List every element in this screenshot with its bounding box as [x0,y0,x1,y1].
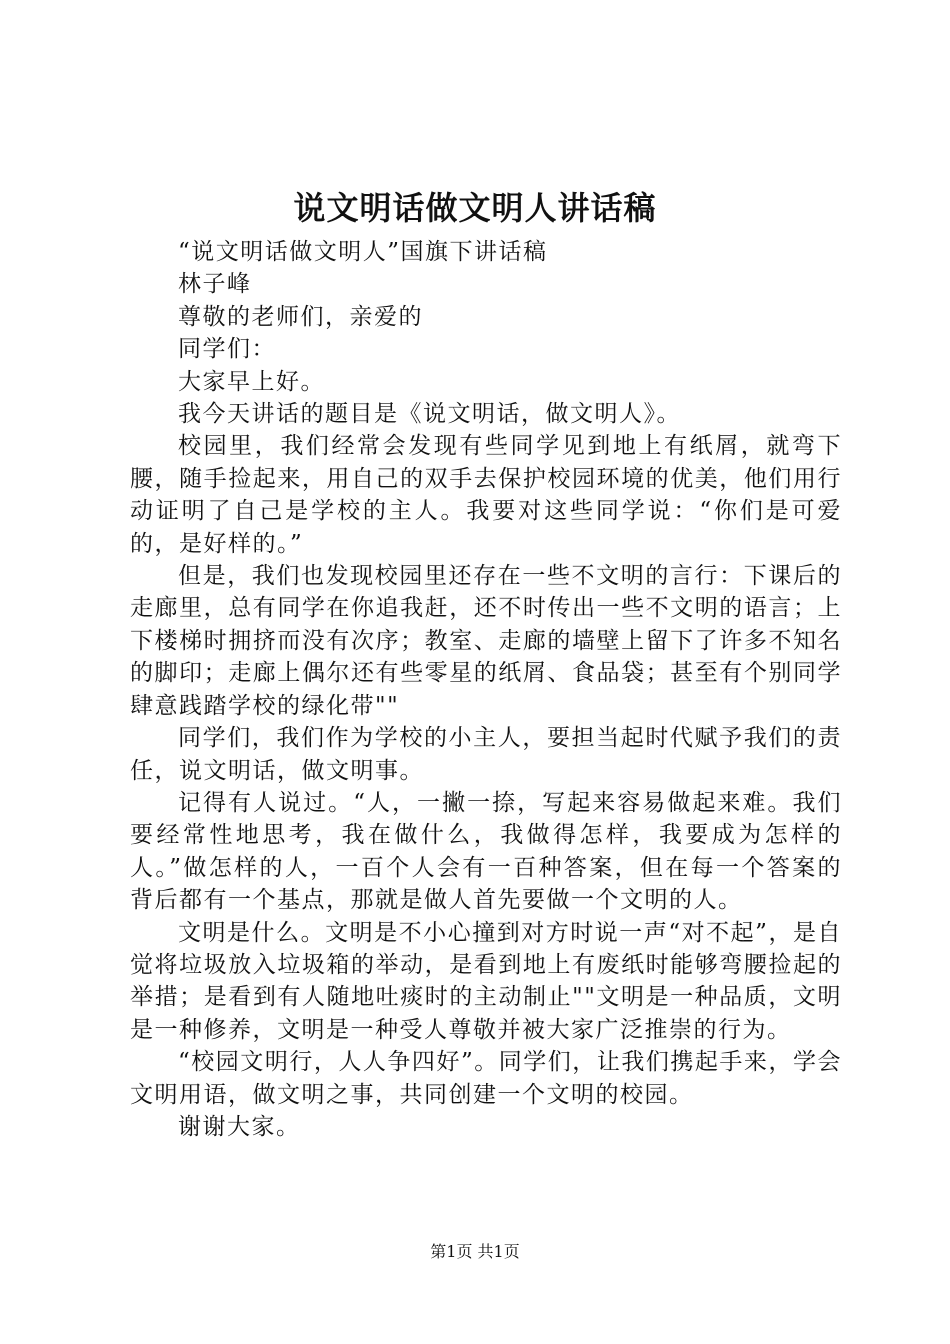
author-paragraph: 林子峰 [178,271,252,298]
body-paragraph: 文明是什么。文明是不小心撞到对方时说一声“对不起”，是自觉将垃圾放入垃圾箱的举动，是看到地上有废纸时能够弯腰捡起的举措；是看到有人随地吐痰时的主动制止""文明是一种品质，文明是一种修养，文明是一种受人尊敬并被大家广泛推崇的行为。 [130,919,842,1043]
greeting-paragraph: 尊敬的老师们，亲爱的 [178,303,423,330]
greeting-paragraph: 大家早上好。 [178,368,325,395]
body-paragraph: 但是，我们也发现校园里还存在一些不文明的言行：下课后的走廊里，总有同学在你追我赶，还不时传出一些不文明的语言；上下楼梯时拥挤而没有次序；教室、走廊的墙壁上留下了许多不知名的脚印；走廊上偶尔还有些零星的纸屑、食品袋；甚至有个别同学肆意践踏学校的绿化带"" [130,563,842,719]
document-title: 说文明话做文明人讲话稿 [293,189,657,227]
body-paragraph: 记得有人说过。“人，一撇一捺，写起来容易做起来难。我们要经常性地思考，我在做什么，我做得怎样，我要成为怎样的人。”做怎样的人，一百个人会有一百种答案，但在每一个答案的背后都有一个基点，那就是做人首先要做一个文明的人。 [130,789,842,914]
body-paragraph: “校园文明行，人人争四好”。同学们，让我们携起手来，学会文明用语，做文明之事，共同创建一个文明的校园。 [130,1049,842,1108]
body-paragraph: 我今天讲话的题目是《说文明话，做文明人》。 [178,401,681,428]
document-body [130,236,842,1143]
greeting-paragraph: 同学们： [178,336,276,363]
closing-paragraph: 谢谢大家。 [178,1113,301,1140]
page-footer: 第1页 共1页 [430,1242,520,1261]
body-paragraph: 同学们，我们作为学校的小主人，要担当起时代赋予我们的责任，说文明话，做文明事。 [130,725,842,784]
subtitle-paragraph: “说文明话做文明人”国旗下讲话稿 [178,239,548,265]
body-paragraph: 校园里，我们经常会发现有些同学见到地上有纸屑，就弯下腰，随手捡起来，用自己的双手去保护校园环境的优美，他们用行动证明了自己是学校的主人。我要对这些同学说：“你们是可爱的，是好样的。” [130,433,842,557]
